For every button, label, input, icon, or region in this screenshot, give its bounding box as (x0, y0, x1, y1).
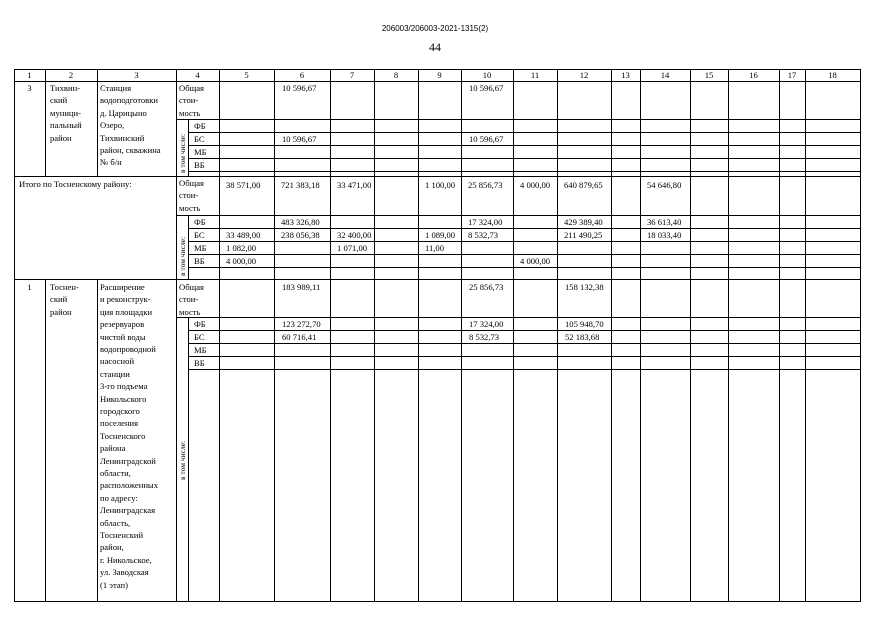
funding-source-бс: БС (194, 229, 205, 240)
value-col10: 8 532,73 (468, 229, 499, 240)
value-col9: 1 089,00 (425, 229, 456, 240)
column-number: 17 (787, 69, 797, 80)
district-name: район (50, 306, 72, 317)
total-cost-label: стои- (179, 190, 199, 201)
column-number: 10 (482, 69, 492, 80)
column-line (640, 69, 641, 602)
funding-source-вб: ВБ (194, 255, 205, 266)
funding-source-бс: БС (194, 331, 205, 342)
object-name: район, скважина (100, 145, 161, 155)
object-name: расположенных (100, 480, 158, 491)
total-col12: 158 132,38 (565, 282, 604, 292)
total-cost-label: Общая (179, 178, 204, 188)
total-col10: 25 856,73 (468, 179, 503, 190)
total-col14: 54 646,80 (647, 179, 682, 190)
total-cost-label: Общая (179, 282, 204, 292)
total-col6: 721 383,18 (281, 179, 320, 190)
column-line (330, 69, 331, 602)
object-name: водоподготовки (100, 95, 159, 106)
object-name: по адресу: (100, 492, 138, 503)
row-line (188, 343, 861, 344)
total-col11: 4 000,00 (520, 179, 551, 190)
column-line (728, 69, 729, 602)
value-col12: 429 389,40 (564, 216, 603, 227)
funding-source-бс: БС (194, 133, 205, 144)
value-col6: 10 596,67 (282, 133, 317, 144)
total-col10: 25 856,73 (469, 282, 504, 292)
including-label: в том числе: (178, 236, 187, 276)
value-col12: 211 490,25 (564, 229, 603, 240)
district-name: ский (50, 95, 68, 106)
including-label: в том числе: (178, 133, 187, 173)
column-line (557, 69, 558, 602)
total-col7: 33 471,00 (337, 179, 372, 190)
value-col5: 33 489,00 (226, 229, 261, 240)
value-col9: 11,00 (425, 242, 445, 253)
district-name: муници- (50, 107, 81, 118)
object-name: Ленинградской (100, 455, 156, 466)
column-number: 2 (68, 69, 74, 80)
value-col6: 238 056,38 (281, 229, 320, 240)
column-line (611, 69, 612, 602)
column-line (274, 69, 275, 602)
total-col10: 10 596,67 (469, 83, 504, 93)
object-name: область, (100, 517, 131, 528)
value-col5: 1 082,00 (226, 242, 257, 253)
column-line (45, 279, 46, 602)
object-name: Озеро, (100, 120, 125, 131)
column-line (860, 69, 861, 602)
value-col14: 36 613,40 (647, 216, 682, 227)
district-name: пальный (50, 120, 82, 131)
column-line (779, 69, 780, 602)
column-line (14, 69, 15, 602)
column-line (219, 69, 220, 602)
row-line (188, 369, 861, 370)
table-bottom-border (14, 601, 861, 602)
district-name: ский (50, 294, 68, 305)
object-name: Никольского (100, 393, 147, 404)
column-line (97, 69, 98, 177)
object-name: поселения (100, 418, 139, 429)
column-line (97, 279, 98, 602)
object-name: Тосненского (100, 430, 146, 441)
document-id: 206003/206003-2021-1315(2) (381, 24, 489, 33)
object-name: городского (100, 406, 140, 416)
value-col6: 123 272,70 (282, 318, 321, 329)
column-number: 13 (621, 69, 630, 80)
column-line (176, 69, 177, 602)
total-col9: 1 100,00 (425, 179, 456, 190)
object-name: Станция (100, 83, 132, 93)
column-line (690, 69, 691, 602)
object-name: (1 этап) (100, 579, 129, 590)
object-name: 3-го подъема (100, 381, 148, 392)
row-line (188, 267, 861, 268)
object-name: д. Царицыно (100, 107, 147, 118)
including-label: в том числе: (178, 440, 187, 480)
value-col11: 4 000,00 (520, 255, 551, 266)
row-line (188, 171, 861, 172)
total-cost-label: стои- (179, 294, 199, 305)
value-col12: 52 183,68 (565, 331, 600, 342)
column-line (461, 69, 462, 602)
funding-source-фб: ФБ (194, 120, 206, 131)
value-col14: 18 033,40 (647, 229, 682, 240)
block1-bottom-border (14, 176, 861, 177)
object-name: Расширение (100, 282, 145, 292)
column-number: 14 (660, 69, 670, 80)
total-col12: 640 879,65 (564, 179, 603, 190)
total-cost-label: мость (179, 107, 201, 118)
column-number: 9 (437, 69, 442, 80)
value-col10: 8 532,73 (469, 331, 500, 342)
column-number: 18 (828, 69, 837, 80)
district-name: район (50, 132, 72, 143)
funding-source-мб: МБ (194, 344, 207, 355)
total-cost-label: Общая (179, 83, 204, 93)
column-number: 7 (349, 69, 355, 80)
total-col6: 10 596,67 (282, 83, 317, 93)
value-col5: 4 000,00 (226, 255, 257, 266)
object-name: водопроводной (100, 344, 156, 354)
row-line (188, 158, 861, 159)
value-col7: 32 400,00 (337, 229, 372, 240)
object-name: ция площадки (100, 306, 153, 317)
district-total-label: Итого по Тосненскому району: (19, 178, 132, 189)
column-number: 6 (299, 69, 305, 80)
object-name: № б/н (100, 157, 122, 168)
header-bottom-border (14, 81, 861, 82)
value-col10: 10 596,67 (469, 133, 504, 144)
object-name: Ленинградская (100, 505, 156, 516)
object-name: г. Никольское, (100, 554, 152, 565)
funding-source-вб: ВБ (194, 159, 205, 170)
funding-source-мб: МБ (194, 242, 207, 253)
object-name: чистой воды (100, 331, 146, 342)
object-name: района (100, 443, 126, 454)
column-number: 11 (530, 69, 540, 80)
funding-source-мб: МБ (194, 146, 207, 157)
value-col10: 17 324,00 (469, 318, 504, 329)
funding-source-фб: ФБ (194, 216, 206, 227)
row-number: 1 (27, 282, 32, 292)
subcolumn-line (188, 119, 189, 177)
column-line (513, 69, 514, 602)
column-number: 12 (579, 69, 589, 80)
column-line (45, 69, 46, 177)
object-name: области, (100, 468, 131, 478)
page-number: 44 (429, 40, 441, 54)
row-number: 3 (27, 83, 32, 93)
column-number: 1 (27, 69, 32, 80)
block2-bottom-border (14, 279, 861, 280)
value-col6: 60 716,41 (282, 331, 317, 342)
funding-source-фб: ФБ (194, 318, 206, 329)
subcolumn-line (188, 215, 189, 280)
object-name: ул. Заводская (100, 567, 149, 578)
object-name: насосной (100, 356, 135, 367)
column-line (374, 69, 375, 602)
column-number: 3 (134, 69, 139, 80)
object-name: резервуаров (100, 319, 145, 330)
column-number: 8 (393, 69, 399, 80)
row-line (188, 241, 861, 242)
total-cost-label: мость (179, 306, 201, 317)
column-line (418, 69, 419, 602)
total-col5: 38 571,00 (226, 179, 261, 190)
value-col10: 17 324,00 (468, 216, 503, 227)
row-line (176, 317, 861, 318)
subcolumn-line (188, 317, 189, 602)
funding-source-вб: ВБ (194, 357, 205, 368)
column-number: 5 (244, 69, 249, 80)
district-name: Тихвин- (50, 83, 81, 93)
district-name: Тоснен- (50, 282, 79, 292)
object-name: и реконструк- (100, 294, 151, 305)
object-name: Тихвинский (100, 132, 145, 143)
value-col7: 1 071,00 (337, 242, 368, 253)
row-line (188, 145, 861, 146)
column-number: 4 (195, 69, 200, 80)
row-line (176, 215, 861, 216)
value-col12: 105 948,70 (565, 318, 604, 329)
total-col6: 183 989,11 (282, 282, 321, 292)
column-line (805, 69, 806, 602)
object-name: Тосненский (100, 530, 144, 540)
total-cost-label: стои- (179, 95, 199, 106)
column-number: 15 (704, 69, 714, 80)
row-line (176, 119, 861, 120)
value-col6: 483 326,80 (281, 216, 320, 227)
total-cost-label: мость (179, 202, 201, 213)
object-name: район, (100, 542, 124, 553)
column-number: 16 (749, 69, 758, 80)
object-name: станции (100, 368, 130, 379)
row-line (188, 356, 861, 357)
